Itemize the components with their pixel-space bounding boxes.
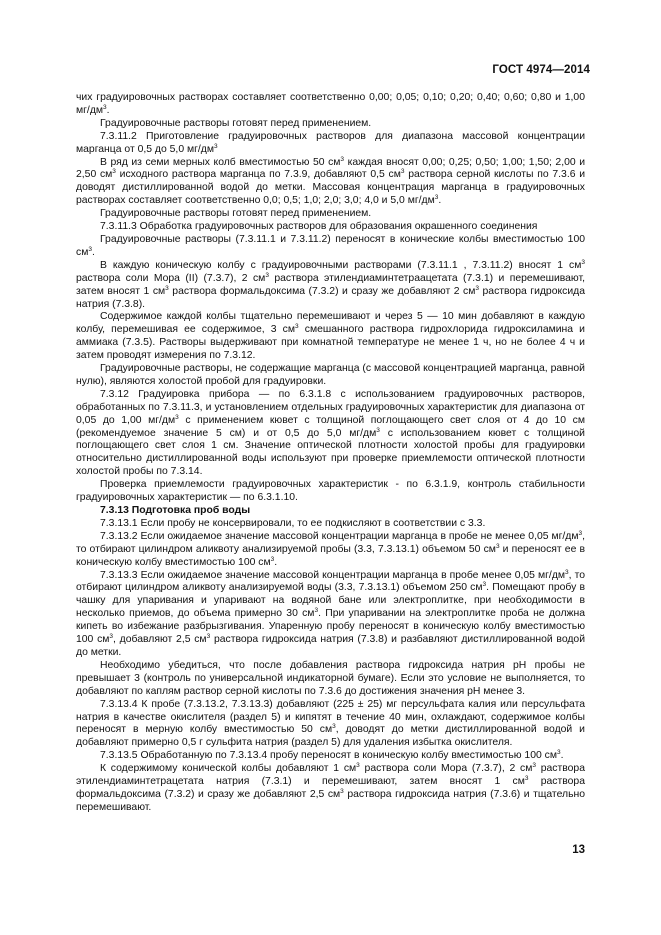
paragraph: 7.3.13.5 Обработанную по 7.3.13.4 пробу переносят в коническую колбу вместимостью 100 $см^3$. [100, 749, 564, 762]
page-number: 13 [572, 844, 585, 856]
paragraph: 7.3.13.2 Если ожидаемое значение массовой концентрации марганца в пробе не менее 0,05 $мг/дм^3$, то отбирают цилиндром аликвоту анализируемой пробы (3.3, 7.3.13.1) объемом 50 $см^3$ и переносят ее в коническую колбу вместимостью 100 $см^3$. [76, 529, 585, 568]
paragraph: 7.3.12 Градуировка прибора — по 6.3.1.8 с использованием градуировочных растворов, обработанных по 7.3.11.3, и установлением отдельных градуировочных характеристик для диапазона от 0,05 до 1,00 $мг/дм^3$ с применением кювет с толщиной поглощающего свет слоя от 4 до 10 см (рекомендуемое значение 5 см) и от 0,5 до 5,0 $мг/дм^3$ с использованием кювет с толщиной поглощающего свет слоя 1 см. Значение оптической плотности холостой пробы для градуировки относительно дистиллированной воды используют при проверке приемлемости оптической плотности холостой пробы по 7.3.14. [76, 388, 585, 478]
paragraph: В каждую коническую колбу с градуировочными растворами (7.3.11.1 , 7.3.11.2) вносят 1 $см^3$ раствора соли Мора (II) (7.3.7), 2 $см^3$ раствора этилендиаминтетраацетата (7.3.1) и перемешивают, затем вносят 1 $см^3$ раствора формальдоксима (7.3.2) и сразу же добавляют 2 $см^3$ раствора гидроксида натрия (7.3.8). [76, 258, 585, 310]
paragraph: Содержимое каждой колбы тщательно перемешивают и через 5 — 10 мин добавляют в каждую колбу, перемешивая ее содержимое, 3 $см^3$ смешанного раствора гидрохлорида гидроксиламина и аммиака (7.3.5). Растворы выдерживают при комнатной температуре не менее 1 ч, но не более 4 ч и затем проводят измерения по 7.3.12. [76, 311, 585, 362]
paragraph: Градуировочные растворы готовят перед применением. [100, 208, 372, 220]
paragraph: К содержимому конической колбы добавляют 1 $см^3$ раствора соли Мора (7.3.7), 2 $см^3$ раствора этилендиаминтетрацетата натрия (7.3.1) и перемешивают, затем вносят 1 $см^3$ раствора формальдоксима (7.3.2) и сразу же добавляют 2,5 $см^3$ раствора гидроксида натрия (7.3.6) и тщательно перемешивают. [76, 762, 585, 813]
paragraph: 7.3.11.3 Обработка градуировочных растворов для образования окрашенного соединения [100, 221, 538, 233]
paragraph: Необходимо убедиться, что после добавления раствора гидроксида натрия pH пробы не превышает 3 (контроль по универсальной индикаторной бумаге). Если это условие не выполняется, то добавляют по каплям раствор серной кислоты по 7.3.6 до достижения значения pH менее 3. [76, 659, 585, 697]
paragraph: 7.3.13.4 К пробе (7.3.13.2, 7.3.13.3) добавляют (225 ± 25) мг персульфата калия или персульфата натрия в качестве окислителя (раздел 5) и кипятят в течение 40 мин, охлаждают, содержимое колбы переносят в мерную колбу вместимостью 50 $см^3$, доводят до метки дистиллированной водой и добавляют примерно 0,5 г сульфита натрия (раздел 5) для удаления избытка окислителя. [76, 698, 585, 749]
paragraph: чих градуировочных растворах составляет соответственно 0,00; 0,05; 0,10; 0,20; 0,40; 0,60; 0,80 и 1,00 $мг/дм^3$. [76, 92, 585, 116]
paragraph: 7.3.13 Подготовка проб воды [100, 505, 251, 516]
paragraph: В ряд из семи мерных колб вместимостью 50 $см^3$ каждая вносят 0,00; 0,25; 0,50; 1,00; 1,50; 2,00 и 2,50 $см^3$ исходного раствора марганца по 7.3.9, добавляют 0,5 $см^3$ раствора серной кислоты по 7.3.6 и доводят дистиллированной водой до метки. Массовая концентрация марганца в градуировочных растворах составляет соответственно 0,0; 0,5; 1,0; 2,0; 3,0; 4,0 и 5,0 $мг/дм^3$. [76, 155, 586, 207]
paragraph: Градуировочные растворы готовят перед применением. [100, 117, 372, 129]
paragraph: 7.3.11.2 Приготовление градуировочных растворов для диапазона массовой концентрации марганца от 0,5 до 5,0 $мг/дм^3$ [76, 130, 585, 155]
paragraph: 7.3.13.1 Если пробу не консервировали, то ее подкисляют в соответствии с 3.3. [100, 517, 486, 529]
paragraph: Градуировочные растворы, не содержащие марганца (с массовой концентрацией марганца, равной нулю), являются холостой пробой для градуировки. [76, 363, 585, 387]
paragraph: Проверка приемлемости градуировочных характеристик - по 6.3.1.9, контроль стабильности градуировочных характеристик — по 6.3.1.10. [76, 479, 585, 504]
document-header: ГОСТ 4974—2014 [492, 64, 590, 76]
document-body [76, 92, 585, 815]
paragraph: 7.3.13.3 Если ожидаемое значение массовой концентрации марганца в пробе менее 0,05 $мг/дм^3$, то отбирают цилиндром аликвоту анализируемой воды (3.3, 7.3.13.1) объемом 250 $см^3$. Помещают пробу в чашку для упаривания и упаривают на водяной бане или электроплитке, при необходимости в несколько приемов, до объема примерно 30 $см^3$. При упаривании на электроплитке проба не должна кипеть во избежание разбрызгивания. Упаренную пробу переносят в коническую колбу вместимостью 100 $см^3$, добавляют 2,5 $см^3$ раствора гидроксида натрия (7.3.8) и разбавляют дистиллированной водой до метки. [76, 568, 586, 658]
paragraph: Градуировочные растворы (7.3.11.1 и 7.3.11.2) переносят в конические колбы вместимостью 100 $см^3$. [76, 233, 585, 258]
